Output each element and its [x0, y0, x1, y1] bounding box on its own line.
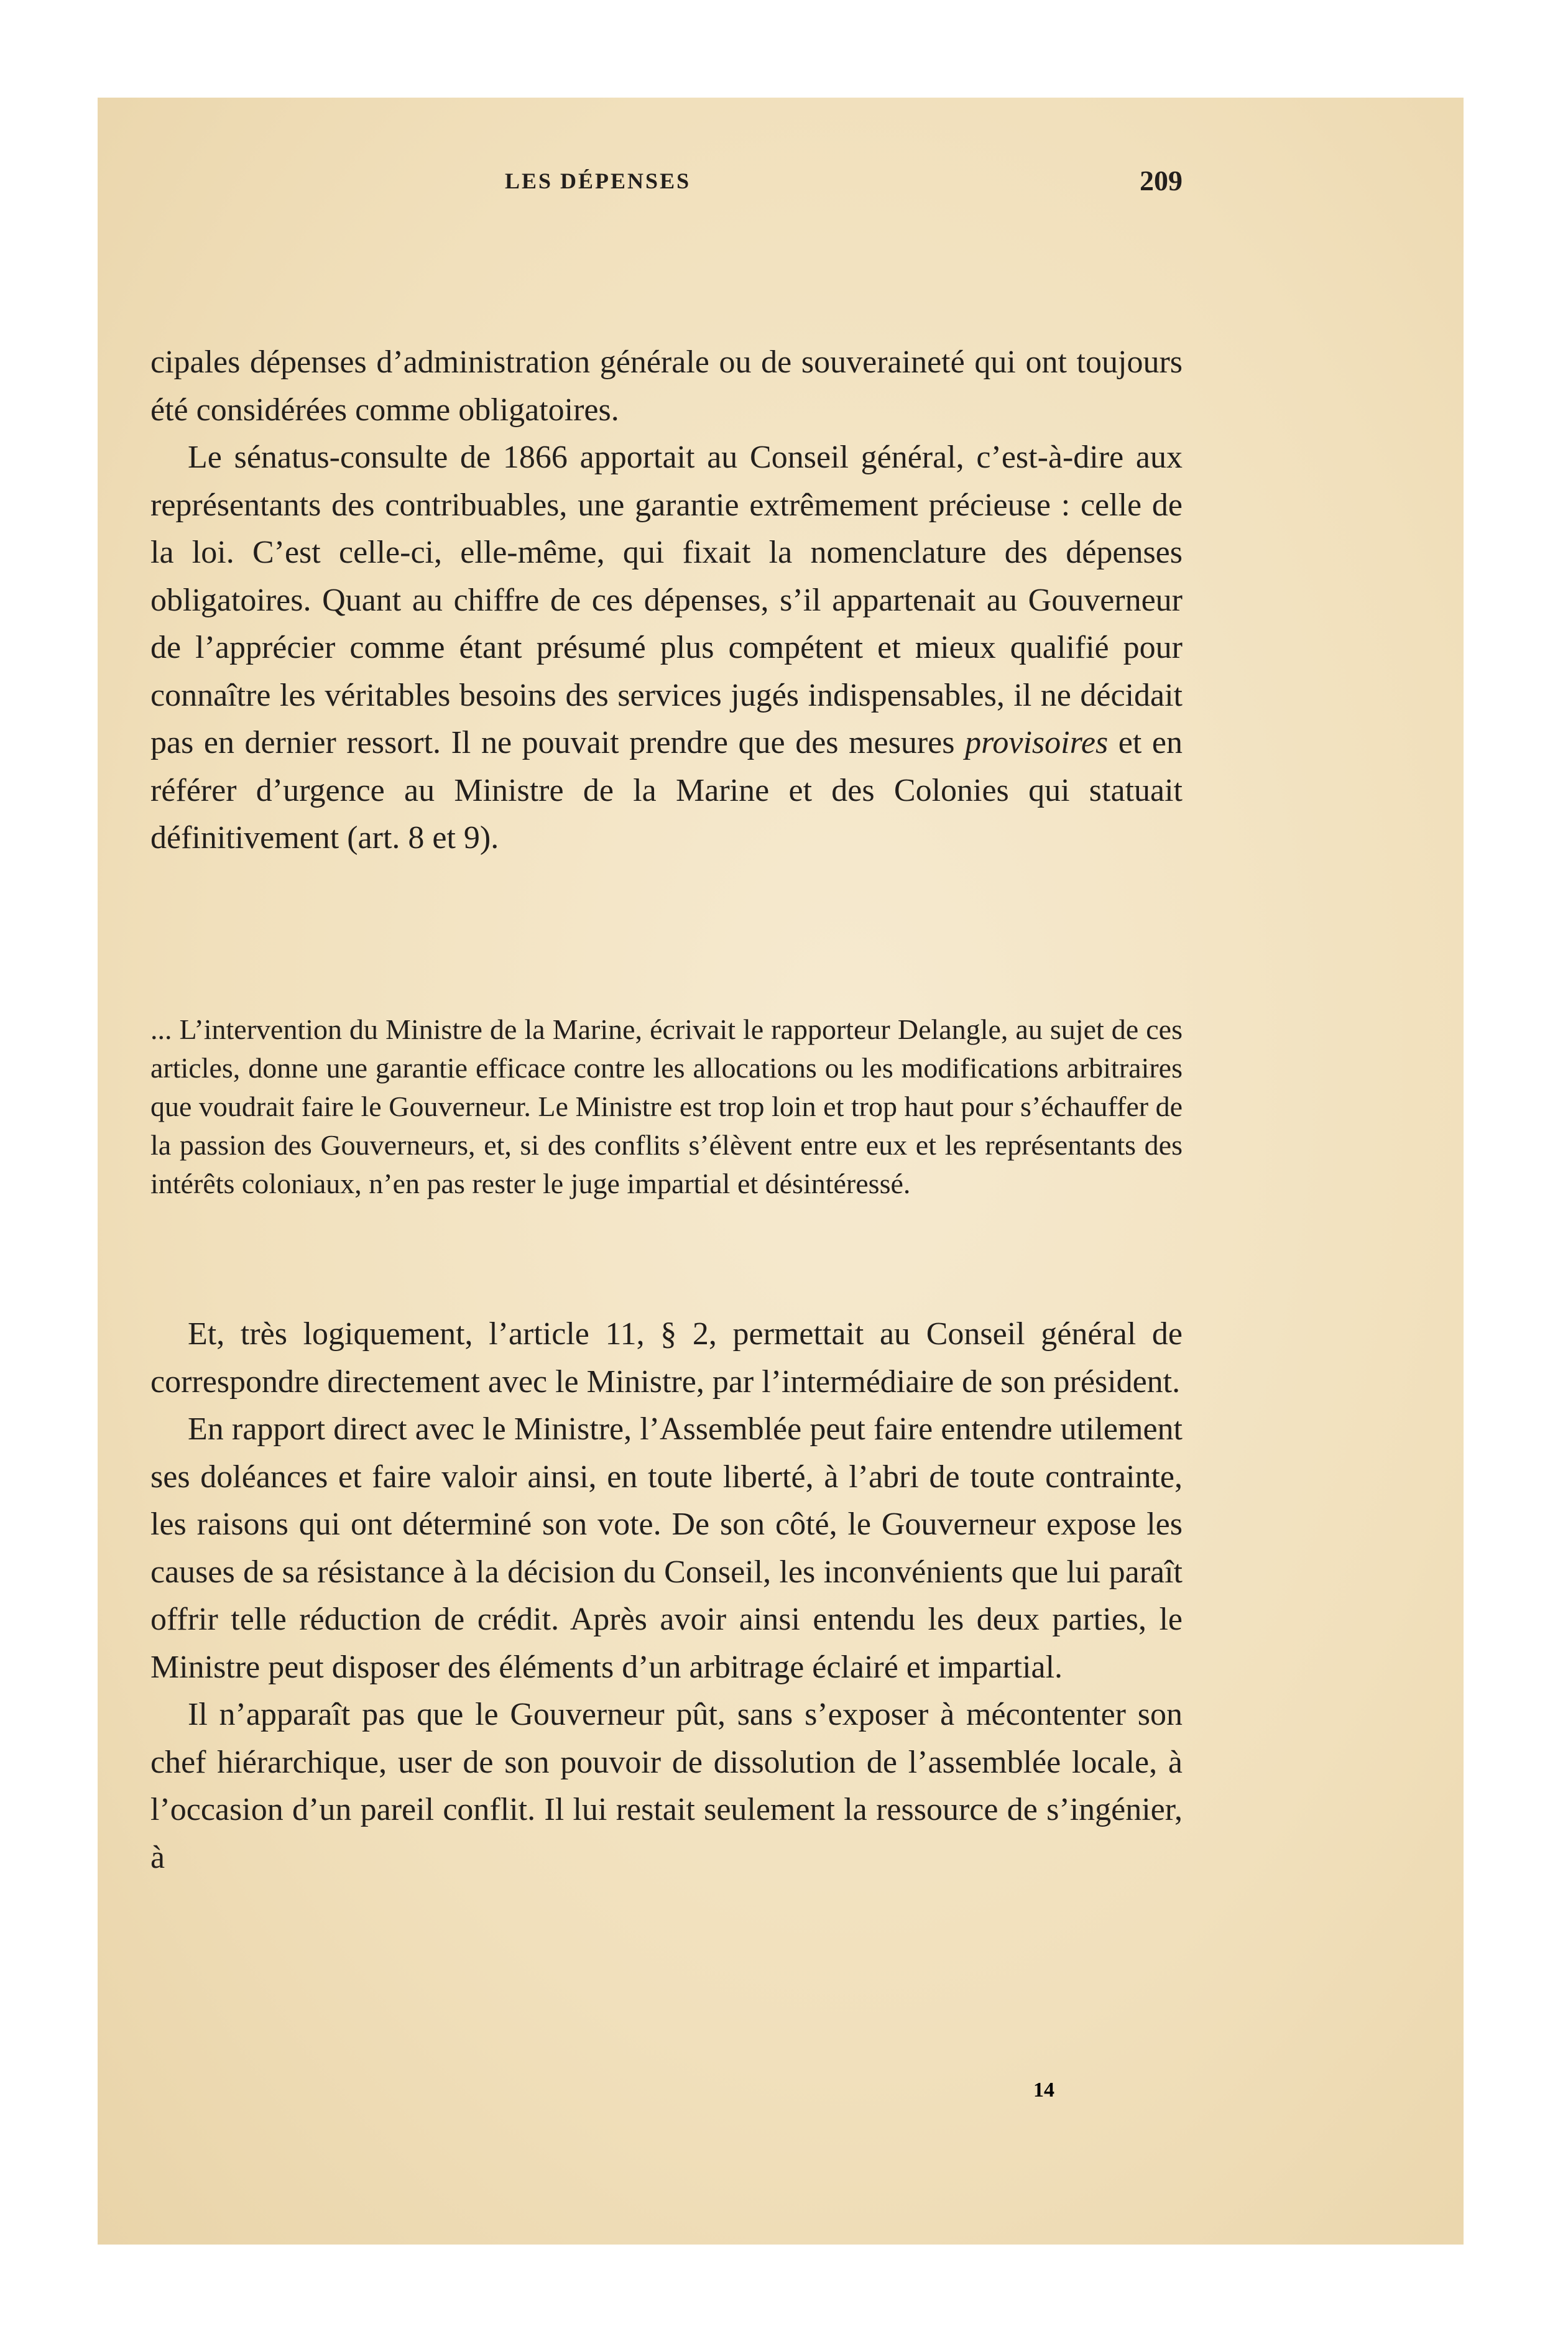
paragraph-rapport-direct: En rapport direct avec le Ministre, l’Assemblée peut faire entendre utilement ses doléances et faire valoir ainsi, en toute liberté, à l’abri de toute contrainte, les raisons qui ont déterminé son vote. De son côté, le Gouverneur expose les causes de sa résistance à la décision du Conseil, les inconvénients que lui paraît offrir telle réduction de crédit. Après avoir ainsi entendu les deux parties, le Ministre peut disposer des éléments d’un arbitrage éclairé et impartial.	[150, 1411, 1183, 1685]
italic-term: provisoires	[965, 725, 1109, 760]
running-header	[150, 165, 1183, 205]
body-text-bottom	[150, 1311, 1183, 1881]
signature-mark: 14	[1033, 2079, 1054, 2102]
paragraph-article-11: Et, très logiquement, l’article 11, § 2, permettait au Conseil général de correspondre directement avec le Ministre, par l’intermédiaire de son président.	[150, 1316, 1183, 1400]
paragraph-gouverneur: Il n’apparaît pas que le Gouverneur pût, sans s’exposer à mécontenter son chef hiérarchique, user de son pouvoir de dissolution de l’assemblée locale, à l’occasion d’un pareil conflit. Il lui restait seulement la ressource de s’ingénier, à	[150, 1697, 1183, 1875]
paragraph-senatus-consulte	[150, 434, 1183, 862]
quote-text: ... L’intervention du Ministre de la Marine, écrivait le rapporteur Delangle, au sujet de ces articles, donne une garantie efficace contre les allocations ou les modifications arbitraires que voudrait faire le Gouverneur. Le Ministre est trop loin et trop haut pour s’échauffer de la passion des Gouverneurs, et, si des conflits s’élèvent entre eux et les représentants des intérêts coloniaux, n’en pas rester le juge impartial et désintéressé.	[150, 1013, 1183, 1199]
block-quote	[150, 1010, 1183, 1203]
paragraph-continued: cipales dépenses d’administration générale ou de souveraineté qui ont toujours été considérées comme obligatoires.	[150, 344, 1183, 428]
paragraph-text: et en référer d’urgence au Ministre de la Marine et des Colonies qui statuait définitivement (art. 8 et 9).	[150, 725, 1183, 856]
page-content	[150, 0, 1183, 2349]
paragraph-text: Le sénatus-consulte de 1866 apportait au Conseil général, c’est-à-dire aux représentants des contribuables, une garantie extrêmement précieuse : celle de la loi. C’est celle-ci, elle-même, qui fixait la nomenclature des dépenses obligatoires. Quant au chiffre de ces dépenses, s’il appartenait au Gouverneur de l’apprécier comme étant présumé plus compétent et mieux qualifié pour connaître les véritables besoins des services jugés indispensables, il ne décidait pas en dernier ressort. Il ne pouvait prendre que des mesures	[150, 440, 1183, 760]
page-number: 209	[1140, 165, 1183, 196]
body-text-top	[150, 339, 1183, 862]
running-title: LES DÉPENSES	[505, 168, 691, 193]
